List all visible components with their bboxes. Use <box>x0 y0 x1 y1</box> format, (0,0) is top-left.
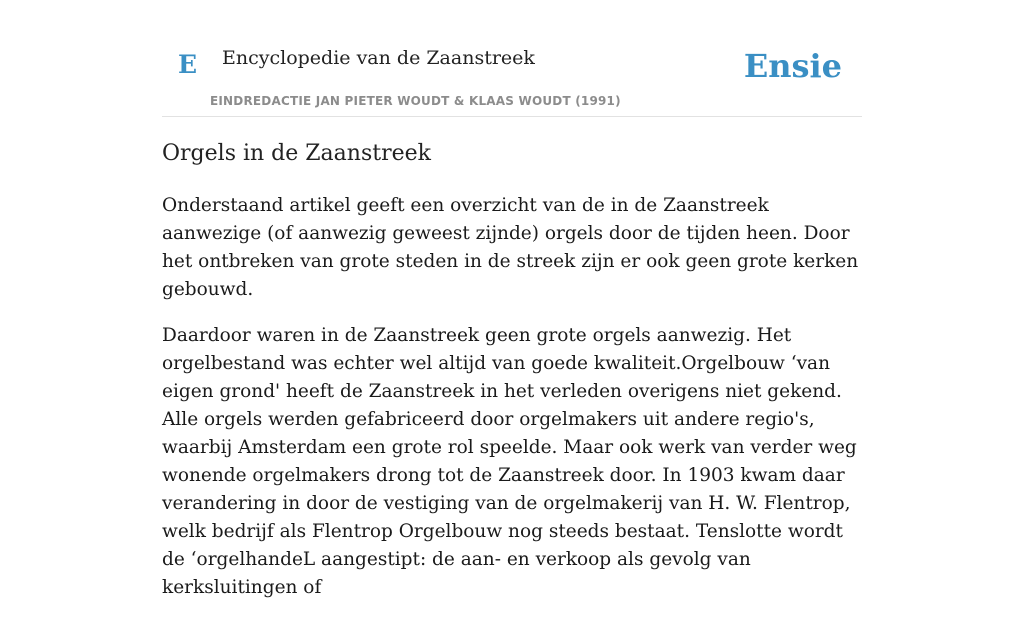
page-header <box>162 0 862 117</box>
article-paragraph: Daardoor waren in de Zaanstreek geen grote orgels aanwezig. Het orgelbestand was echter wel altijd van goede kwaliteit.Orgelbouw ‘van eigen grond' heeft de Zaanstreek in het verleden overigens niet gekend. Alle orgels werden gefabriceerd door orgelmakers uit andere regio's, waarbij Amsterdam een grote rol speelde. Maar ook werk van verder weg wonende orgelmakers drong tot de Zaanstreek door. In 1903 kwam daar verandering in door de vestiging van de orgelmakerij van H. W. Flentrop, welk bedrijf als Flentrop Orgelbouw nog steeds bestaat. Tenslotte wordt de ‘orgelhandeL aangestipt: de aan- en verkoop als gevolg van kerksluitingen of <box>162 325 857 598</box>
article-body <box>162 192 864 620</box>
encyclopedia-logo-link[interactable]: E <box>178 50 198 79</box>
article-title: Orgels in de Zaanstreek <box>162 141 431 166</box>
article-paragraph: Onderstaand artikel geeft een overzicht van de in de Zaanstreek aanwezige (of aanwezig geweest zijnde) orgels door de tijden heen. Door het ontbreken van grote steden in de streek zijn er ook geen grote kerken gebouwd. <box>162 195 859 300</box>
encyclopedia-title[interactable]: Encyclopedie van de Zaanstreek <box>222 47 535 69</box>
editors-credit: EINDREDACTIE JAN PIETER WOUDT & KLAAS WOUDT (1991) <box>210 94 621 108</box>
ensie-brand-link[interactable]: Ensie <box>743 47 842 85</box>
